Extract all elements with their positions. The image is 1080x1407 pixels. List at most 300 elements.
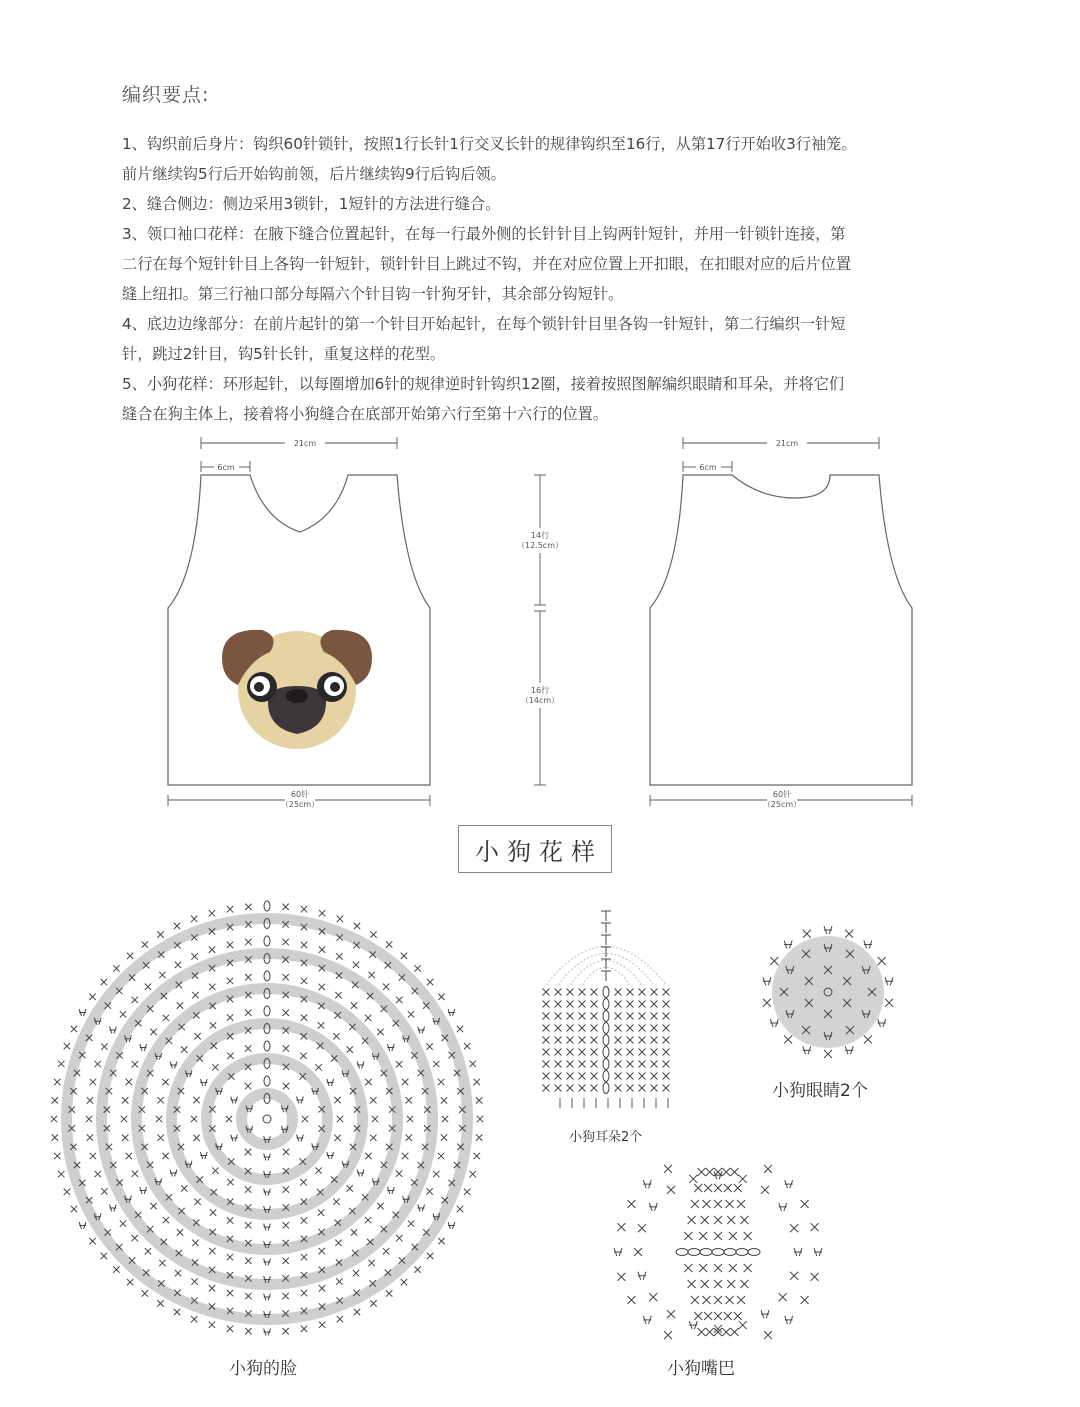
single-crochet-symbol <box>227 1053 233 1059</box>
single-crochet-symbol <box>209 984 215 990</box>
single-crochet-symbol <box>663 1049 670 1056</box>
single-crochet-symbol <box>470 1171 476 1177</box>
single-crochet-symbol <box>427 979 433 985</box>
single-crochet-symbol <box>163 1015 169 1021</box>
single-crochet-symbol <box>347 1046 353 1052</box>
chain-stitch-symbol <box>603 1035 609 1046</box>
single-crochet-symbol <box>885 999 893 1007</box>
single-crochet-symbol <box>663 1085 670 1092</box>
single-crochet-symbol <box>194 1199 200 1205</box>
note-item-1: 1、钩织前后身片：钩织60针锁针，按照1行长针1行交叉长针的规律钩织至16行，从第17行开始收3行袖笼。 前片继续钩5行后开始钩前领，后片继续钩9行后钩后领。 <box>122 135 857 183</box>
single-crochet-symbol <box>177 1002 183 1008</box>
note-item-4: 4、底边边缘部分：在前片起针的第一个针目开始起针，在每个锁针针目里各钩一针短针，第二行编织一针短 针，跳过2针目，钩5针长针，重复这样的花型。 <box>122 315 846 363</box>
single-crochet-symbol <box>457 1206 463 1212</box>
single-crochet-symbol <box>156 1116 162 1122</box>
single-crochet-symbol <box>579 1013 586 1020</box>
single-crochet-symbol <box>283 1149 289 1155</box>
single-crochet-symbol <box>426 1043 432 1049</box>
increase-symbol <box>79 1009 86 1016</box>
single-crochet-symbol <box>727 1280 735 1288</box>
single-crochet-symbol <box>639 1037 646 1044</box>
single-crochet-symbol <box>663 1073 670 1080</box>
single-crochet-symbol <box>181 1185 187 1191</box>
chain-stitch-symbol <box>603 1059 609 1070</box>
single-crochet-symbol <box>245 1009 251 1015</box>
single-crochet-symbol <box>127 953 133 959</box>
single-crochet-symbol <box>701 1216 709 1224</box>
single-crochet-symbol <box>157 1300 163 1306</box>
single-crochet-symbol <box>71 1026 77 1032</box>
single-crochet-symbol <box>227 1014 233 1020</box>
single-crochet-symbol <box>801 1296 809 1304</box>
single-crochet-symbol <box>283 1009 289 1015</box>
single-crochet-symbol <box>702 1200 710 1208</box>
single-crochet-symbol <box>441 1097 447 1103</box>
single-crochet-symbol <box>729 1264 737 1272</box>
single-crochet-symbol <box>150 1203 156 1209</box>
single-crochet-symbol <box>337 1116 343 1122</box>
single-crochet-symbol <box>615 1085 622 1092</box>
single-crochet-symbol <box>790 1272 798 1280</box>
single-crochet-symbol <box>126 1079 132 1085</box>
front-dimensions <box>168 437 430 806</box>
single-crochet-symbol <box>101 1188 107 1194</box>
single-crochet-symbol <box>824 1050 832 1058</box>
single-crochet-symbol <box>702 1296 710 1304</box>
front-bottom-cm-label: （25cm） <box>280 800 320 809</box>
single-crochet-symbol <box>477 1116 483 1122</box>
single-crochet-symbol <box>54 1153 60 1159</box>
single-crochet-symbol <box>353 962 359 968</box>
increase-symbol <box>170 1062 177 1069</box>
single-crochet-symbol <box>734 1184 742 1192</box>
single-crochet-symbol <box>283 1186 289 1192</box>
notes-title: 编织要点: <box>122 84 210 106</box>
face-round-band <box>172 1024 363 1215</box>
single-crochet-symbol <box>591 1013 598 1020</box>
single-crochet-symbol <box>457 1026 463 1032</box>
single-crochet-symbol <box>368 972 374 978</box>
single-crochet-symbol <box>737 1200 745 1208</box>
single-crochet-symbol <box>543 1061 550 1068</box>
single-crochet-symbol <box>543 1025 550 1032</box>
front-neck-label: 6cm <box>217 463 235 472</box>
chain-stitch-symbol <box>736 1249 748 1256</box>
single-crochet-symbol <box>406 1097 412 1103</box>
single-crochet-symbol <box>177 1229 183 1235</box>
single-crochet-symbol <box>132 1171 138 1177</box>
single-crochet-symbol <box>764 1331 772 1339</box>
single-crochet-symbol <box>555 1037 562 1044</box>
chain-stitch-symbol <box>688 1249 700 1256</box>
single-crochet-symbol <box>122 1097 128 1103</box>
single-crochet-symbol <box>591 1049 598 1056</box>
single-crochet-symbol <box>142 1290 148 1296</box>
increase-symbol <box>264 1329 271 1336</box>
single-crochet-symbol <box>591 1025 598 1032</box>
single-crochet-symbol <box>651 1049 658 1056</box>
single-crochet-symbol <box>714 1280 722 1288</box>
single-crochet-symbol <box>132 1061 138 1067</box>
increase-symbol <box>845 1046 853 1054</box>
single-crochet-symbol <box>790 1224 798 1232</box>
single-crochet-symbol <box>300 1179 306 1185</box>
single-crochet-symbol <box>227 1290 233 1296</box>
increase-symbol <box>297 1097 304 1104</box>
single-crochet-symbol <box>159 1260 165 1266</box>
magic-ring-symbol <box>263 1115 271 1123</box>
single-crochet-symbol <box>142 941 148 947</box>
single-crochet-symbol <box>726 1296 734 1304</box>
face-caption: 小狗的脸 <box>229 1359 297 1379</box>
single-crochet-symbol <box>191 1316 197 1322</box>
single-crochet-symbol <box>438 994 444 1000</box>
increase-symbol <box>79 1222 86 1229</box>
single-crochet-symbol <box>433 1061 439 1067</box>
single-crochet-symbol <box>579 1037 586 1044</box>
single-crochet-symbol <box>567 1085 574 1092</box>
single-crochet-symbol <box>192 992 198 998</box>
single-crochet-symbol <box>245 939 251 945</box>
single-crochet-symbol <box>731 1168 739 1176</box>
single-crochet-symbol <box>567 1013 574 1020</box>
single-crochet-symbol <box>191 953 197 959</box>
single-crochet-symbol <box>579 1049 586 1056</box>
increase-symbol <box>264 1154 271 1161</box>
single-crochet-symbol <box>283 1045 289 1051</box>
increase-symbol <box>824 926 832 934</box>
single-crochet-symbol <box>54 1079 60 1085</box>
single-crochet-symbol <box>245 1186 251 1192</box>
increase-symbol <box>264 1189 271 1196</box>
increase-symbol <box>140 1187 147 1194</box>
face-round-band <box>242 1094 293 1145</box>
single-crochet-symbol <box>684 1264 692 1272</box>
note-item-5: 5、小狗花样：环形起针，以每圈增加6针的规律逆时针钩织12圈，接着按照图解编织眼睛和耳朵，并将它们 缝合在狗主体上，接着将小狗缝合在底部开始第六行至第十六行的位置。 <box>122 375 845 423</box>
single-crochet-symbol <box>126 1153 132 1159</box>
increase-symbol <box>649 1203 657 1211</box>
single-crochet-symbol <box>245 1293 251 1299</box>
single-crochet-symbol <box>555 1085 562 1092</box>
single-crochet-symbol <box>555 1025 562 1032</box>
single-crochet-symbol <box>386 1290 392 1296</box>
increase-symbol <box>614 1248 622 1256</box>
single-crochet-symbol <box>354 923 360 929</box>
single-crochet-symbol <box>283 1083 289 1089</box>
single-crochet-symbol <box>729 1232 737 1240</box>
single-crochet-symbol <box>579 1061 586 1068</box>
back-bottom-stitches-label: 60针 <box>772 790 792 799</box>
single-crochet-symbol <box>699 1264 707 1272</box>
single-crochet-symbol <box>383 984 389 990</box>
single-crochet-symbol <box>408 1011 414 1017</box>
single-crochet-symbol <box>651 1025 658 1032</box>
single-crochet-symbol <box>567 989 574 996</box>
pug-applique <box>222 630 372 749</box>
single-crochet-symbol <box>801 1200 809 1208</box>
single-crochet-symbol <box>193 1135 199 1141</box>
single-crochet-symbol <box>579 989 586 996</box>
face-round-band <box>67 919 468 1320</box>
single-crochet-symbol <box>441 1134 447 1140</box>
chain-stitch-symbol <box>603 1011 609 1022</box>
pug-face-chart <box>51 901 483 1335</box>
increase-symbol <box>864 941 872 949</box>
single-crochet-symbol <box>627 1001 634 1008</box>
single-crochet-symbol <box>763 999 771 1007</box>
front-bottom-stitches-label: 60针 <box>290 790 310 799</box>
single-crochet-symbol <box>334 1135 340 1141</box>
single-crochet-symbol <box>617 1223 625 1231</box>
single-crochet-symbol <box>694 1184 702 1192</box>
single-crochet-symbol <box>336 953 342 959</box>
single-crochet-symbol <box>402 1153 408 1159</box>
single-crochet-symbol <box>319 1248 325 1254</box>
single-crochet-symbol <box>706 1328 714 1336</box>
single-crochet-symbol <box>761 1186 769 1194</box>
back-width-label: 21cm <box>775 439 799 448</box>
single-crochet-symbol <box>121 1116 127 1122</box>
single-crochet-symbol <box>543 1037 550 1044</box>
chain-stitch-symbol <box>712 1249 724 1256</box>
single-crochet-symbol <box>162 1153 168 1159</box>
face-round-band <box>102 954 433 1285</box>
increase-symbol <box>109 1027 116 1034</box>
increase-symbol <box>297 1135 304 1142</box>
single-crochet-symbol <box>315 1167 321 1173</box>
single-crochet-symbol <box>209 1248 215 1254</box>
single-crochet-symbol <box>89 994 95 1000</box>
single-crochet-symbol <box>727 1216 735 1224</box>
single-crochet-symbol <box>627 1037 634 1044</box>
single-crochet-symbol <box>784 1035 792 1043</box>
single-crochet-symbol <box>282 904 288 910</box>
increase-symbol <box>264 1259 271 1266</box>
single-crochet-symbol <box>591 1001 598 1008</box>
single-crochet-symbol <box>301 978 307 984</box>
note-item-3: 3、领口袖口花样：在腋下缝合位置起针，在每一行最外侧的长针针目上钩两针短针，并用一针锁针连接，第 二行在每个短针针目上各钩一针短针，锁针针目上跳过不钩，并在对应位置上开扣眼，在扣眼对应的后片位置 缝上纽扣。第三行袖口部分每隔六个针目钩一针狗牙针，其余部分钩短针。 <box>122 225 851 303</box>
single-crochet-symbol <box>543 1085 550 1092</box>
single-crochet-symbol <box>744 1264 752 1272</box>
chain-stitch-symbol <box>676 1249 688 1256</box>
single-crochet-symbol <box>722 1168 730 1176</box>
single-crochet-symbol <box>245 1222 251 1228</box>
single-crochet-symbol <box>724 1312 732 1320</box>
pug-pupil-left <box>254 682 264 692</box>
pug-pupil-right <box>330 682 340 692</box>
single-crochet-symbol <box>579 1085 586 1092</box>
single-crochet-symbol <box>282 1258 288 1264</box>
single-crochet-symbol <box>226 1116 232 1122</box>
single-crochet-symbol <box>101 979 107 985</box>
single-crochet-symbol <box>210 1209 216 1215</box>
single-crochet-symbol <box>51 1116 57 1122</box>
single-crochet-symbol <box>377 1203 383 1209</box>
single-crochet-symbol <box>591 1037 598 1044</box>
single-crochet-symbol <box>365 1015 371 1021</box>
increase-symbol <box>794 1248 802 1256</box>
single-crochet-symbol <box>334 1097 340 1103</box>
single-crochet-symbol <box>319 1322 325 1328</box>
single-crochet-symbol <box>543 1013 550 1020</box>
chain-stitch-symbol <box>748 1249 760 1256</box>
upper-rows-label: 14行 <box>530 531 550 540</box>
single-crochet-symbol <box>627 1200 635 1208</box>
increase-symbol <box>885 977 893 985</box>
pug-nose <box>286 689 308 703</box>
single-crochet-symbol <box>667 1186 675 1194</box>
single-crochet-symbol <box>58 1061 64 1067</box>
chain-stitch-symbol <box>264 1006 270 1016</box>
single-crochet-symbol <box>337 916 343 922</box>
single-crochet-symbol <box>706 1168 714 1176</box>
increase-symbol <box>140 1044 147 1051</box>
increase-symbol <box>803 1046 811 1054</box>
single-crochet-symbol <box>101 1253 107 1259</box>
single-crochet-symbol <box>301 1014 307 1020</box>
chain-stitch-symbol <box>264 901 270 911</box>
single-crochet-symbol <box>567 1073 574 1080</box>
chain-stitch-symbol <box>724 1249 736 1256</box>
increase-symbol <box>785 1180 793 1188</box>
single-crochet-symbol <box>426 1188 432 1194</box>
single-crochet-symbol <box>318 1022 324 1028</box>
increase-symbol <box>231 1135 238 1142</box>
double-crochet-symbol <box>601 923 611 933</box>
single-crochet-symbol <box>591 1085 598 1092</box>
chain-stitch-symbol <box>603 987 609 998</box>
single-crochet-symbol <box>878 957 886 965</box>
single-crochet-symbol <box>365 1153 371 1159</box>
single-crochet-symbol <box>649 1293 657 1301</box>
single-crochet-symbol <box>90 1153 96 1159</box>
single-crochet-symbol <box>615 1001 622 1008</box>
single-crochet-symbol <box>579 1001 586 1008</box>
increase-symbol <box>878 1019 886 1027</box>
single-crochet-symbol <box>663 1025 670 1032</box>
single-crochet-symbol <box>175 962 181 968</box>
single-crochet-symbol <box>579 1073 586 1080</box>
single-crochet-symbol <box>627 989 634 996</box>
single-crochet-symbol <box>663 1001 670 1008</box>
single-crochet-symbol <box>245 1083 251 1089</box>
single-crochet-symbol <box>845 930 853 938</box>
single-crochet-symbol <box>368 1260 374 1266</box>
single-crochet-symbol <box>704 1184 712 1192</box>
increase-symbol <box>761 1310 769 1318</box>
single-crochet-symbol <box>724 1184 732 1192</box>
single-crochet-symbol <box>704 1312 712 1320</box>
single-crochet-symbol <box>245 904 251 910</box>
single-crochet-symbol <box>734 1312 742 1320</box>
single-crochet-symbol <box>651 1073 658 1080</box>
single-crochet-symbol <box>95 1061 101 1067</box>
single-crochet-symbol <box>150 1029 156 1035</box>
double-crochet-symbol <box>601 911 611 921</box>
single-crochet-symbol <box>615 1073 622 1080</box>
single-crochet-symbol <box>639 1001 646 1008</box>
chain-stitch-symbol <box>264 1076 270 1086</box>
single-crochet-symbol <box>474 1153 480 1159</box>
single-crochet-symbol <box>627 1085 634 1092</box>
single-crochet-symbol <box>127 1279 133 1285</box>
single-crochet-symbol <box>319 984 325 990</box>
increase-symbol <box>231 1097 238 1104</box>
single-crochet-symbol <box>282 1328 288 1334</box>
single-crochet-symbol <box>300 1053 306 1059</box>
single-crochet-symbol <box>438 1238 444 1244</box>
eye-caption: 小狗眼睛2个 <box>772 1081 868 1101</box>
single-crochet-symbol <box>543 1049 550 1056</box>
single-crochet-symbol <box>555 1049 562 1056</box>
single-crochet-symbol <box>664 1165 672 1173</box>
single-crochet-symbol <box>191 1278 197 1284</box>
single-crochet-symbol <box>113 965 119 971</box>
increase-symbol <box>448 1009 455 1016</box>
single-crochet-symbol <box>543 1001 550 1008</box>
single-crochet-symbol <box>245 1328 251 1334</box>
increase-symbol <box>418 1205 425 1212</box>
increase-symbol <box>784 941 792 949</box>
single-crochet-symbol <box>634 1248 642 1256</box>
single-crochet-symbol <box>209 947 215 953</box>
double-crochet-symbol <box>601 947 611 957</box>
single-crochet-symbol <box>191 1116 197 1122</box>
single-crochet-symbol <box>301 1326 307 1332</box>
single-crochet-symbol <box>543 1073 550 1080</box>
single-crochet-symbol <box>739 1175 747 1183</box>
increase-symbol <box>357 1062 364 1069</box>
single-crochet-symbol <box>714 1184 722 1192</box>
single-crochet-symbol <box>145 1248 151 1254</box>
increase-symbol <box>689 1321 697 1329</box>
single-crochet-symbol <box>722 1328 730 1336</box>
single-crochet-symbol <box>740 1280 748 1288</box>
pug-ear-chart <box>543 911 670 1108</box>
double-crochet-symbol <box>601 935 611 945</box>
single-crochet-symbol <box>639 1025 646 1032</box>
single-crochet-symbol <box>639 989 646 996</box>
increase-symbol <box>200 1152 207 1159</box>
single-crochet-symbol <box>396 997 402 1003</box>
increase-symbol <box>264 1294 271 1301</box>
single-crochet-symbol <box>627 1061 634 1068</box>
single-crochet-symbol <box>301 1217 307 1223</box>
single-crochet-symbol <box>651 1085 658 1092</box>
single-crochet-symbol <box>567 1037 574 1044</box>
single-crochet-symbol <box>95 1171 101 1177</box>
chain-stitch-symbol <box>264 936 270 946</box>
single-crochet-symbol <box>555 1073 562 1080</box>
single-crochet-symbol <box>132 997 138 1003</box>
single-crochet-symbol <box>567 1001 574 1008</box>
single-crochet-symbol <box>615 1061 622 1068</box>
single-crochet-symbol <box>245 974 251 980</box>
single-crochet-symbol <box>864 1035 872 1043</box>
single-crochet-symbol <box>319 947 325 953</box>
single-crochet-symbol <box>301 1254 307 1260</box>
single-crochet-symbol <box>414 1266 420 1272</box>
single-crochet-symbol <box>113 1266 119 1272</box>
single-crochet-symbol <box>71 1206 77 1212</box>
single-crochet-symbol <box>245 1258 251 1264</box>
single-crochet-symbol <box>227 1254 233 1260</box>
single-crochet-symbol <box>283 1222 289 1228</box>
single-crochet-symbol <box>227 1326 233 1332</box>
single-crochet-symbol <box>335 992 341 998</box>
single-crochet-symbol <box>701 1280 709 1288</box>
single-crochet-symbol <box>688 1216 696 1224</box>
